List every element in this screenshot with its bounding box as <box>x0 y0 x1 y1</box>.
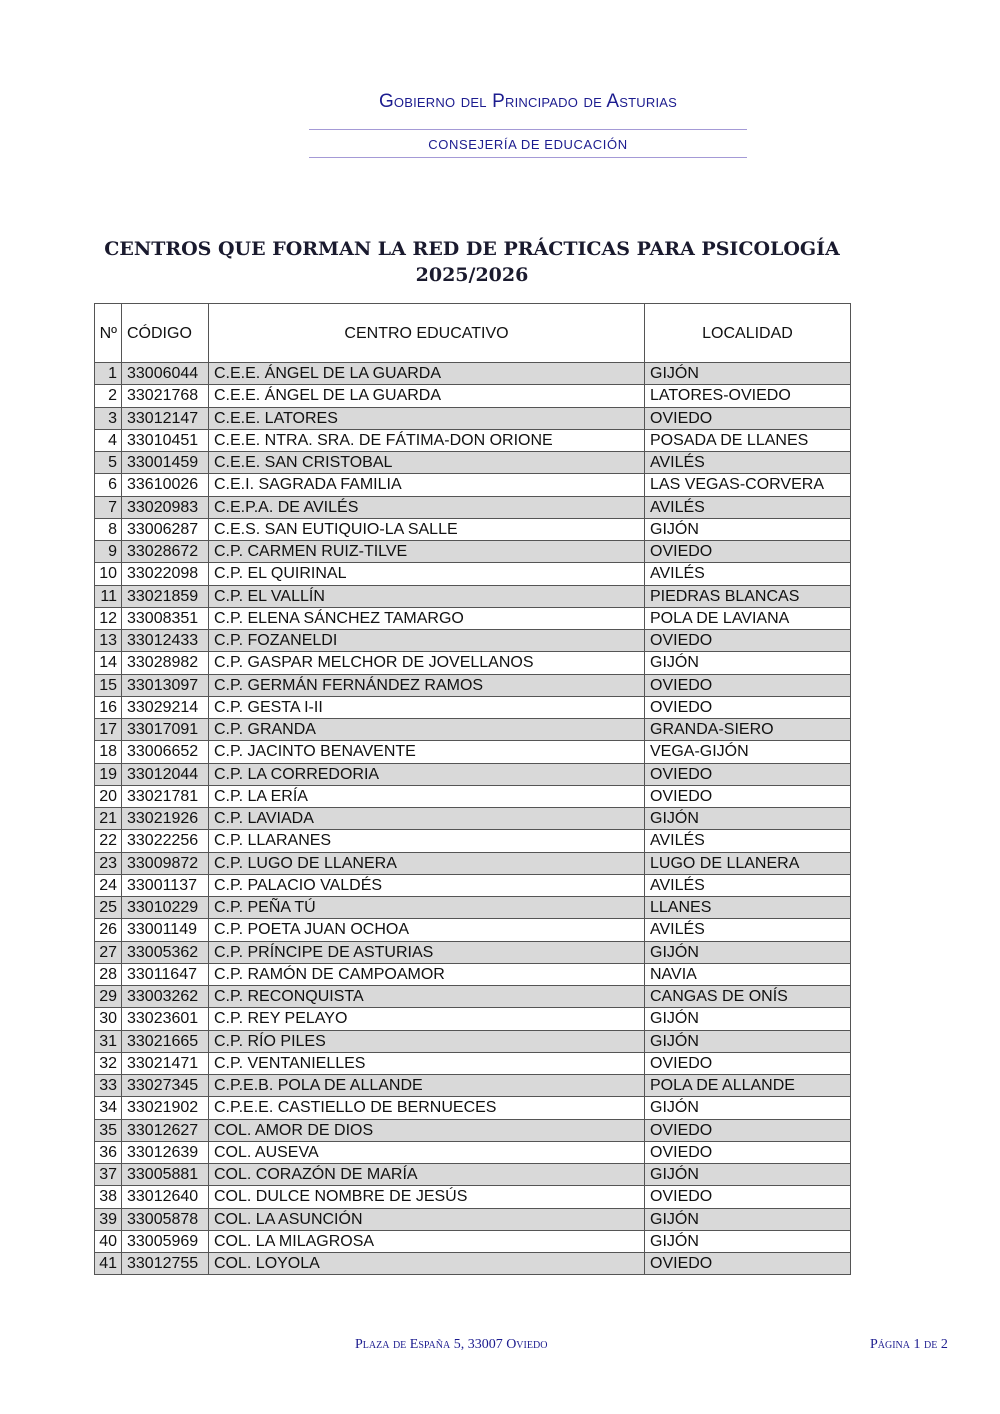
table-row <box>95 719 851 741</box>
table-row <box>95 785 851 807</box>
row-locality: AVILÉS <box>645 830 851 852</box>
table-row <box>95 808 851 830</box>
row-code: 33005969 <box>122 1230 209 1252</box>
header-divider <box>309 129 747 130</box>
table-row <box>95 1030 851 1052</box>
row-locality: OVIEDO <box>645 1253 851 1275</box>
row-code: 33012147 <box>122 407 209 429</box>
row-code: 33005362 <box>122 941 209 963</box>
table-row <box>95 1164 851 1186</box>
row-number: 3 <box>95 407 122 429</box>
department-header: CONSEJERÍA DE EDUCACIÓN <box>428 137 628 152</box>
row-number: 34 <box>95 1097 122 1119</box>
table-row <box>95 874 851 896</box>
row-code: 33021471 <box>122 1052 209 1074</box>
table-row <box>95 1230 851 1252</box>
row-center: COL. LA ASUNCIÓN <box>209 1208 645 1230</box>
table-row <box>95 452 851 474</box>
table-row <box>95 1097 851 1119</box>
row-center: C.E.P.A. DE AVILÉS <box>209 496 645 518</box>
row-code: 33006287 <box>122 518 209 540</box>
row-number: 11 <box>95 585 122 607</box>
row-locality: GIJÓN <box>645 808 851 830</box>
row-number: 16 <box>95 696 122 718</box>
row-locality: POLA DE ALLANDE <box>645 1075 851 1097</box>
table-row <box>95 674 851 696</box>
table-row <box>95 585 851 607</box>
table-row <box>95 986 851 1008</box>
table-row <box>95 941 851 963</box>
row-center: C.P. REY PELAYO <box>209 1008 645 1030</box>
row-code: 33027345 <box>122 1075 209 1097</box>
row-locality: OVIEDO <box>645 541 851 563</box>
row-center: C.E.S. SAN EUTIQUIO-LA SALLE <box>209 518 645 540</box>
table-row <box>95 830 851 852</box>
col-code: CÓDIGO <box>122 304 209 363</box>
table-row <box>95 919 851 941</box>
government-header: Gobierno del Principado de Asturias <box>378 91 678 112</box>
table-row <box>95 607 851 629</box>
table-row <box>95 1119 851 1141</box>
row-number: 35 <box>95 1119 122 1141</box>
row-locality: GIJÓN <box>645 1097 851 1119</box>
document-title <box>0 236 944 288</box>
row-number: 24 <box>95 874 122 896</box>
row-code: 33028672 <box>122 541 209 563</box>
table-row <box>95 385 851 407</box>
row-center: C.P. LA ERÍA <box>209 785 645 807</box>
table-row <box>95 963 851 985</box>
row-code: 33001459 <box>122 452 209 474</box>
row-locality: LAS VEGAS-CORVERA <box>645 474 851 496</box>
row-center: C.P. LLARANES <box>209 830 645 852</box>
table-header-row <box>95 304 851 363</box>
table-row <box>95 496 851 518</box>
row-center: C.P. FOZANELDI <box>209 630 645 652</box>
row-center: COL. LOYOLA <box>209 1253 645 1275</box>
row-locality: POLA DE LAVIANA <box>645 607 851 629</box>
row-locality: LLANES <box>645 897 851 919</box>
row-code: 33610026 <box>122 474 209 496</box>
footer-page-number: Página 1 de 2 <box>870 1337 948 1352</box>
row-center: C.P. GERMÁN FERNÁNDEZ RAMOS <box>209 674 645 696</box>
table-row <box>95 1186 851 1208</box>
row-locality: VEGA-GIJÓN <box>645 741 851 763</box>
row-number: 17 <box>95 719 122 741</box>
row-number: 7 <box>95 496 122 518</box>
row-center: C.P. POETA JUAN OCHOA <box>209 919 645 941</box>
row-locality: OVIEDO <box>645 1141 851 1163</box>
row-locality: AVILÉS <box>645 919 851 941</box>
row-center: C.P. GASPAR MELCHOR DE JOVELLANOS <box>209 652 645 674</box>
row-center: C.P. EL VALLÍN <box>209 585 645 607</box>
row-center: C.E.E. SAN CRISTOBAL <box>209 452 645 474</box>
table-row <box>95 652 851 674</box>
table-row <box>95 407 851 429</box>
row-locality: OVIEDO <box>645 785 851 807</box>
table-row <box>95 852 851 874</box>
col-center: CENTRO EDUCATIVO <box>209 304 645 363</box>
row-code: 33012640 <box>122 1186 209 1208</box>
row-code: 33012755 <box>122 1253 209 1275</box>
row-center: C.P. LUGO DE LLANERA <box>209 852 645 874</box>
row-center: C.P. CARMEN RUIZ-TILVE <box>209 541 645 563</box>
row-center: C.P. LA CORREDORIA <box>209 763 645 785</box>
title-line-2: 2025/2026 <box>415 264 529 286</box>
row-center: COL. CORAZÓN DE MARÍA <box>209 1164 645 1186</box>
row-number: 9 <box>95 541 122 563</box>
row-code: 33003262 <box>122 986 209 1008</box>
row-center: C.P. JACINTO BENAVENTE <box>209 741 645 763</box>
row-number: 2 <box>95 385 122 407</box>
row-locality: GIJÓN <box>645 518 851 540</box>
row-locality: GRANDA-SIERO <box>645 719 851 741</box>
row-number: 41 <box>95 1253 122 1275</box>
row-code: 33021781 <box>122 785 209 807</box>
row-locality: POSADA DE LLANES <box>645 429 851 451</box>
row-center: C.P. EL QUIRINAL <box>209 563 645 585</box>
row-locality: GIJÓN <box>645 1008 851 1030</box>
header-divider <box>309 157 747 158</box>
row-locality: PIEDRAS BLANCAS <box>645 585 851 607</box>
row-number: 26 <box>95 919 122 941</box>
row-number: 5 <box>95 452 122 474</box>
row-number: 18 <box>95 741 122 763</box>
row-center: COL. AUSEVA <box>209 1141 645 1163</box>
row-number: 22 <box>95 830 122 852</box>
row-locality: GIJÓN <box>645 941 851 963</box>
row-center: C.E.E. NTRA. SRA. DE FÁTIMA-DON ORIONE <box>209 429 645 451</box>
centers-table <box>94 303 851 1275</box>
row-locality: OVIEDO <box>645 1052 851 1074</box>
row-number: 12 <box>95 607 122 629</box>
row-code: 33021859 <box>122 585 209 607</box>
row-center: C.P. PALACIO VALDÉS <box>209 874 645 896</box>
row-number: 14 <box>95 652 122 674</box>
table-row <box>95 763 851 785</box>
row-locality: GIJÓN <box>645 652 851 674</box>
row-number: 39 <box>95 1208 122 1230</box>
row-code: 33012433 <box>122 630 209 652</box>
row-code: 33020983 <box>122 496 209 518</box>
row-center: COL. AMOR DE DIOS <box>209 1119 645 1141</box>
row-locality: GIJÓN <box>645 1208 851 1230</box>
table-row <box>95 741 851 763</box>
row-center: COL. LA MILAGROSA <box>209 1230 645 1252</box>
row-center: C.P. PRÍNCIPE DE ASTURIAS <box>209 941 645 963</box>
row-locality: GIJÓN <box>645 1030 851 1052</box>
row-locality: OVIEDO <box>645 1186 851 1208</box>
row-code: 33008351 <box>122 607 209 629</box>
row-locality: OVIEDO <box>645 407 851 429</box>
row-locality: CANGAS DE ONÍS <box>645 986 851 1008</box>
row-center: C.P. PEÑA TÚ <box>209 897 645 919</box>
row-code: 33013097 <box>122 674 209 696</box>
row-center: C.P. RAMÓN DE CAMPOAMOR <box>209 963 645 985</box>
row-code: 33006652 <box>122 741 209 763</box>
row-number: 1 <box>95 363 122 385</box>
row-code: 33017091 <box>122 719 209 741</box>
row-center: C.P. RÍO PILES <box>209 1030 645 1052</box>
row-number: 19 <box>95 763 122 785</box>
table-row <box>95 1208 851 1230</box>
row-number: 20 <box>95 785 122 807</box>
row-center: C.P. LAVIADA <box>209 808 645 830</box>
row-number: 31 <box>95 1030 122 1052</box>
row-code: 33010229 <box>122 897 209 919</box>
row-locality: LUGO DE LLANERA <box>645 852 851 874</box>
row-number: 6 <box>95 474 122 496</box>
row-code: 33001149 <box>122 919 209 941</box>
row-number: 33 <box>95 1075 122 1097</box>
row-number: 25 <box>95 897 122 919</box>
row-code: 33005881 <box>122 1164 209 1186</box>
row-center: C.P.E.B. POLA DE ALLANDE <box>209 1075 645 1097</box>
row-code: 33022256 <box>122 830 209 852</box>
row-number: 37 <box>95 1164 122 1186</box>
table-row <box>95 363 851 385</box>
row-locality: AVILÉS <box>645 452 851 474</box>
row-locality: OVIEDO <box>645 696 851 718</box>
row-locality: GIJÓN <box>645 1164 851 1186</box>
row-center: C.P. ELENA SÁNCHEZ TAMARGO <box>209 607 645 629</box>
row-code: 33029214 <box>122 696 209 718</box>
row-number: 29 <box>95 986 122 1008</box>
row-number: 38 <box>95 1186 122 1208</box>
row-code: 33011647 <box>122 963 209 985</box>
row-center: C.E.E. LATORES <box>209 407 645 429</box>
row-locality: GIJÓN <box>645 363 851 385</box>
row-center: C.P. VENTANIELLES <box>209 1052 645 1074</box>
row-locality: NAVIA <box>645 963 851 985</box>
table-row <box>95 1008 851 1030</box>
row-center: C.P. GRANDA <box>209 719 645 741</box>
row-number: 10 <box>95 563 122 585</box>
row-number: 36 <box>95 1141 122 1163</box>
row-number: 21 <box>95 808 122 830</box>
row-locality: OVIEDO <box>645 630 851 652</box>
table-row <box>95 541 851 563</box>
row-code: 33009872 <box>122 852 209 874</box>
row-code: 33023601 <box>122 1008 209 1030</box>
row-number: 4 <box>95 429 122 451</box>
table-row <box>95 518 851 540</box>
table-row <box>95 563 851 585</box>
row-center: C.P. GESTA I-II <box>209 696 645 718</box>
table-row <box>95 897 851 919</box>
row-code: 33022098 <box>122 563 209 585</box>
row-center: C.P.E.E. CASTIELLO DE BERNUECES <box>209 1097 645 1119</box>
row-number: 23 <box>95 852 122 874</box>
table-row <box>95 696 851 718</box>
row-locality: OVIEDO <box>645 763 851 785</box>
row-locality: OVIEDO <box>645 1119 851 1141</box>
row-number: 27 <box>95 941 122 963</box>
row-code: 33021768 <box>122 385 209 407</box>
row-locality: LATORES-OVIEDO <box>645 385 851 407</box>
table-row <box>95 1075 851 1097</box>
row-center: C.P. RECONQUISTA <box>209 986 645 1008</box>
row-number: 28 <box>95 963 122 985</box>
row-number: 40 <box>95 1230 122 1252</box>
table-row <box>95 1141 851 1163</box>
row-number: 32 <box>95 1052 122 1074</box>
table-row <box>95 630 851 652</box>
row-number: 30 <box>95 1008 122 1030</box>
col-number: Nº <box>95 304 122 363</box>
table-row <box>95 1253 851 1275</box>
row-number: 8 <box>95 518 122 540</box>
col-locality: LOCALIDAD <box>645 304 851 363</box>
table-row <box>95 429 851 451</box>
row-code: 33005878 <box>122 1208 209 1230</box>
row-center: C.E.I. SAGRADA FAMILIA <box>209 474 645 496</box>
row-code: 33001137 <box>122 874 209 896</box>
row-code: 33021665 <box>122 1030 209 1052</box>
row-number: 15 <box>95 674 122 696</box>
row-center: C.E.E. ÁNGEL DE LA GUARDA <box>209 385 645 407</box>
row-code: 33010451 <box>122 429 209 451</box>
row-center: COL. DULCE NOMBRE DE JESÚS <box>209 1186 645 1208</box>
row-number: 13 <box>95 630 122 652</box>
row-code: 33028982 <box>122 652 209 674</box>
table-row <box>95 1052 851 1074</box>
title-line-1: CENTROS QUE FORMAN LA RED DE PRÁCTICAS PARA PSICOLOGÍA <box>104 238 840 260</box>
row-locality: AVILÉS <box>645 496 851 518</box>
row-code: 33021902 <box>122 1097 209 1119</box>
row-locality: AVILÉS <box>645 563 851 585</box>
row-code: 33006044 <box>122 363 209 385</box>
row-code: 33012639 <box>122 1141 209 1163</box>
row-code: 33021926 <box>122 808 209 830</box>
row-locality: GIJÓN <box>645 1230 851 1252</box>
row-code: 33012627 <box>122 1119 209 1141</box>
row-center: C.E.E. ÁNGEL DE LA GUARDA <box>209 363 645 385</box>
row-code: 33012044 <box>122 763 209 785</box>
footer-address: Plaza de España 5, 33007 Oviedo <box>355 1337 548 1352</box>
row-locality: OVIEDO <box>645 674 851 696</box>
row-locality: AVILÉS <box>645 874 851 896</box>
table-row <box>95 474 851 496</box>
